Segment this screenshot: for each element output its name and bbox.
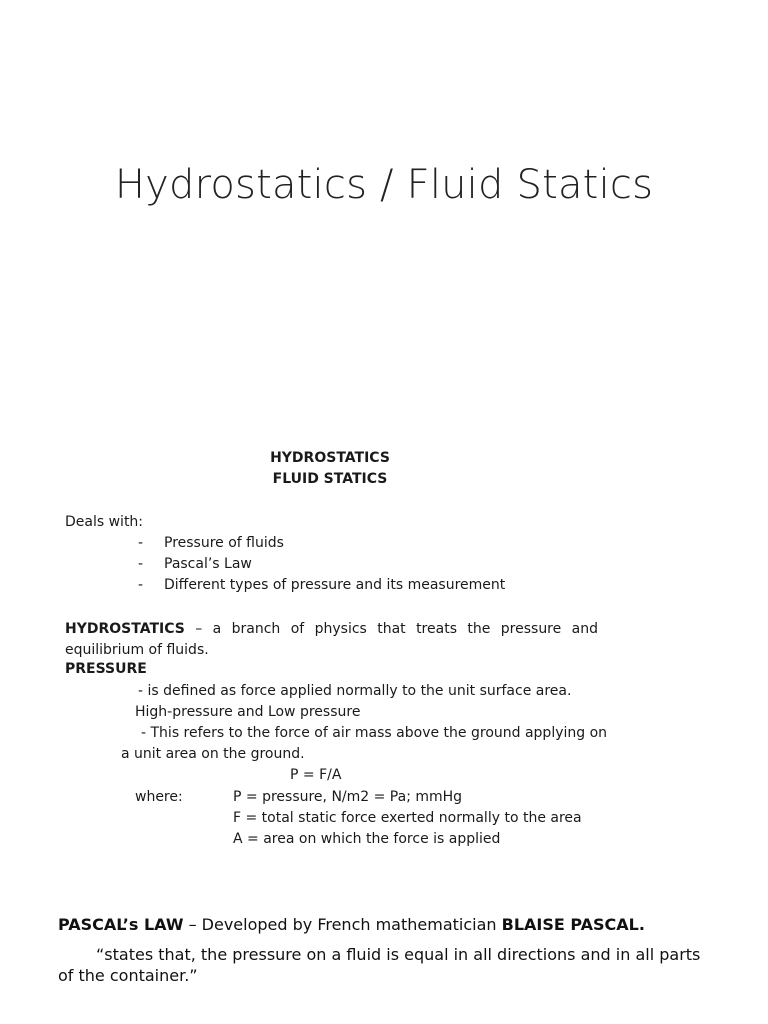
where-item-area: A = area on which the force is applied	[233, 831, 501, 847]
notes-heading-hydrostatics: HYDROSTATICS	[270, 450, 390, 466]
pressure-line-2: High-pressure and Low pressure	[135, 704, 361, 720]
pressure-line-4: a unit area on the ground.	[121, 746, 305, 762]
notes-heading-fluid-statics: FLUID STATICS	[272, 471, 388, 487]
deals-bullet-2: -	[138, 556, 144, 572]
where-item-force: F = total static force exerted normally to the area	[233, 810, 582, 826]
hydrostatics-definition-text: – a branch of physics that treats the pressure and equilibrium of fluids.	[65, 621, 598, 658]
deals-bullet-3: -	[138, 577, 144, 593]
where-item-pressure: P = pressure, N/m2 = Pa; mmHg	[233, 789, 463, 805]
pressure-line-3: - This refers to the force of air mass above the ground applying on	[141, 725, 608, 741]
deals-item-2: Pascal’s Law	[164, 556, 252, 572]
deals-item-1: Pressure of fluids	[164, 535, 284, 551]
pascal-name: BLAISE PASCAL.	[501, 915, 645, 934]
deals-item-3: Different types of pressure and its measurement	[164, 577, 506, 593]
hydrostatics-term: HYDROSTATICS	[65, 621, 185, 637]
pascal-law-dash-text: – Developed by French mathematician	[183, 915, 502, 934]
pascal-law-heading	[58, 915, 645, 934]
pressure-formula: P = F/A	[290, 767, 342, 783]
slide-title: Hydrostatics / Fluid Statics	[114, 162, 654, 208]
pascal-law-term: PASCAL’s LAW	[58, 915, 184, 934]
deals-with-label: Deals with:	[65, 514, 144, 530]
pressure-term: PRESSURE	[65, 661, 147, 677]
pascal-law-quote: “states that, the pressure on a fluid is equal in all directions and in all parts of the container.”	[58, 945, 701, 985]
pressure-line-1: - is defined as force applied normally to the unit surface area.	[138, 683, 572, 699]
deals-bullet-1: -	[138, 535, 144, 551]
where-label: where:	[135, 789, 183, 805]
hydrostatics-definition	[65, 619, 598, 661]
